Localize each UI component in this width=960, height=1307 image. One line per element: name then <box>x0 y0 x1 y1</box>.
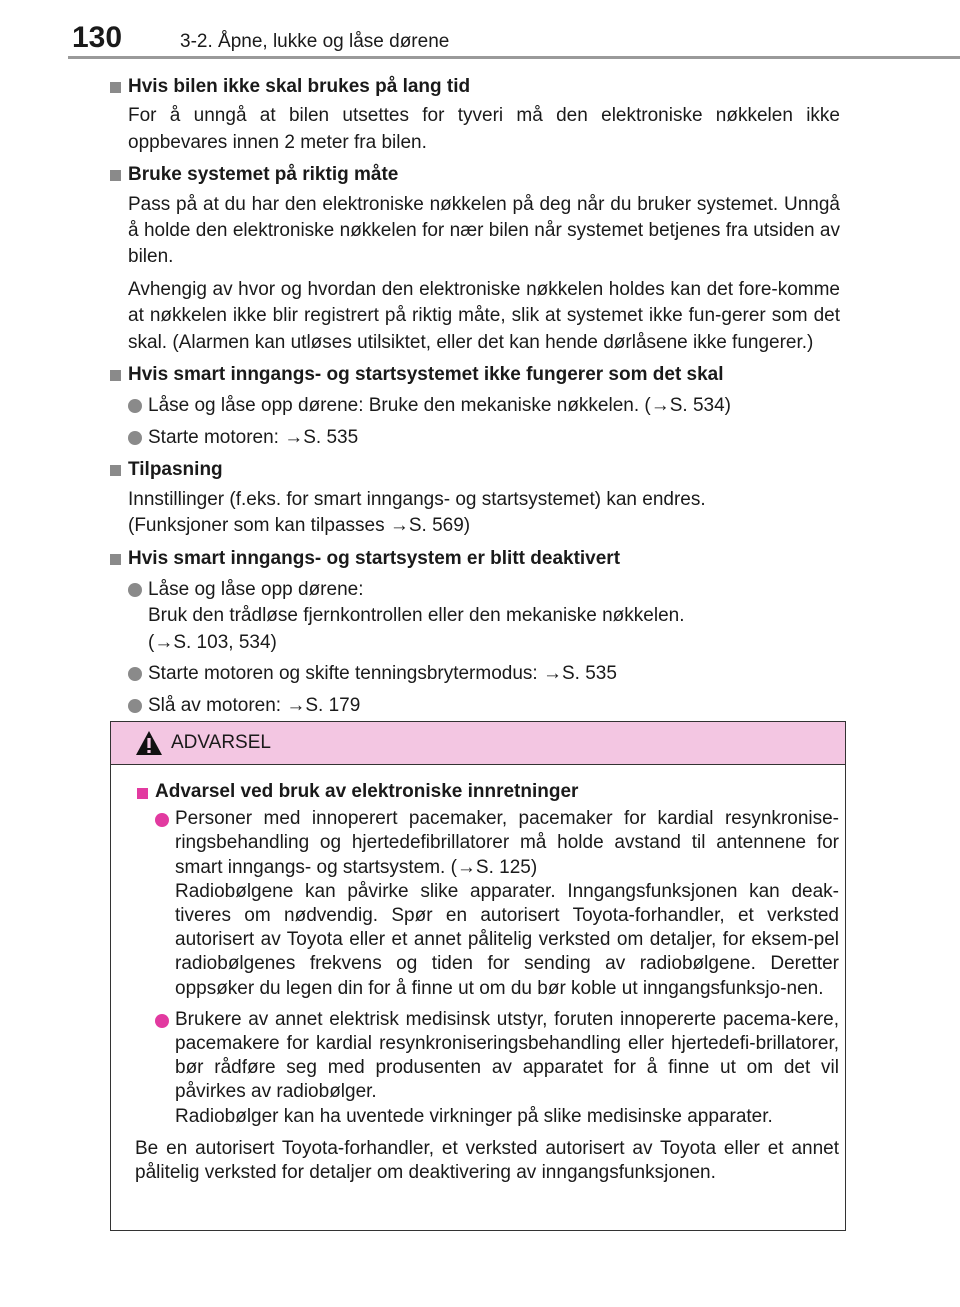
list-item <box>155 807 839 1001</box>
section-paragraph: For å unngå at bilen utsettes for tyveri må den elektroniske nøkkelen ikke oppbevares innen 2 meter fra bilen. <box>128 105 840 153</box>
square-bullet-icon <box>110 465 121 476</box>
section-paragraph: Avhengig av hvor og hvordan den elektroniske nøkkelen holdes kan det fore-komme at nøkkelen ikke blir registrert på riktig måte, slik at systemet ikke fun-gerer som det skal. (Alarmen kan utløses utilsiktet, eller det kan hende dørlåsene ikke fungerer.) <box>128 278 840 353</box>
section-line: Innstillinger (f.eks. for smart inngangs- og startsystemet) kan endres. <box>128 488 706 510</box>
warning-title: ADVARSEL <box>171 732 271 753</box>
square-bullet-icon <box>110 170 121 181</box>
list-item-text: Brukere av annet elektrisk medisinsk utstyr, foruten innopererte pacema-kere, pacemakere for kardial resynkroniseringsbehandling eller hjertedefi-brillatorer, bør rådføre seg med produsenten av apparatet for å finne ut om det vil påvirkes av radiobølger. <box>175 1008 839 1103</box>
warning-heading: Advarsel ved bruk av elektroniske innretninger <box>155 781 579 802</box>
section-line: (Funksjoner som kan tilpasses →S. 569) <box>128 515 471 537</box>
square-bullet-icon <box>110 82 121 93</box>
list-item <box>128 693 840 719</box>
round-bullet-icon <box>128 699 142 713</box>
section-system-malfunction <box>108 362 840 451</box>
list-item <box>155 1008 839 1129</box>
round-bullet-icon <box>128 583 142 597</box>
chapter-title: 3-2. Åpne, lukke og låse dørene <box>180 31 450 52</box>
main-content <box>108 74 840 719</box>
section-correct-use <box>108 162 840 356</box>
square-bullet-icon <box>110 370 121 381</box>
round-bullet-icon <box>155 1014 169 1028</box>
section-heading: Hvis smart inngangs- og startsystemet ikke fungerer som det skal <box>128 364 724 386</box>
round-bullet-icon <box>128 667 142 681</box>
round-bullet-icon <box>155 813 169 827</box>
page-header <box>0 0 960 60</box>
header-rule <box>68 56 960 59</box>
warning-section <box>135 780 839 1129</box>
list-item-extra: Radiobølgene kan påvirke slike apparater. Inngangsfunksjonen kan deak-tiveres om nødvendig. Spør en autorisert Toyota-forhandler, et verksted autorisert av Toyota eller et annet pålitelig verksted om detaljer, for eksem-pel radiobølgenes frekvens og tiden for sending av radiobølgene. Deretter oppsøker du legen din for å finne ut om du bør koble ut inngangsfunksjo-nen. <box>175 880 839 999</box>
section-heading: Hvis smart inngangs- og startsystem er blitt deaktivert <box>128 547 621 569</box>
section-heading: Hvis bilen ikke skal brukes på lang tid <box>128 76 471 97</box>
list-item-text: Låse og låse opp dørene: <box>148 578 364 600</box>
list-item-text: Starte motoren og skifte tenningsbrytermodus: →S. 535 <box>148 663 617 685</box>
round-bullet-icon <box>128 431 142 445</box>
square-bullet-icon <box>110 554 121 565</box>
warning-triangle-icon <box>135 730 163 756</box>
list-item-text: Slå av motoren: →S. 179 <box>148 694 361 716</box>
list-item-line: (→S. 103, 534) <box>148 631 277 653</box>
section-customization <box>108 457 840 539</box>
square-bullet-icon <box>137 788 148 799</box>
warning-header <box>111 722 845 765</box>
list-item <box>128 425 840 451</box>
section-paragraph: Pass på at du har den elektroniske nøkkelen på deg når du bruker systemet. Unngå å holde den elektroniske nøkkelen for nær bilen når systemet betjenes fra utsiden av bilen. <box>128 193 840 268</box>
list-item-text: Låse og låse opp dørene: Bruke den mekaniske nøkkelen. (→S. 534) <box>148 395 731 417</box>
section-heading: Bruke systemet på riktig måte <box>128 164 399 186</box>
round-bullet-icon <box>128 399 142 413</box>
warning-box <box>110 721 846 1231</box>
list-item-text: Starte motoren: →S. 535 <box>148 426 359 448</box>
warning-body <box>135 780 839 1185</box>
list-item <box>128 577 840 656</box>
section-heading: Tilpasning <box>128 459 223 481</box>
list-item-text: Personer med innoperert pacemaker, pacemaker for kardial resynkronise-ringsbehandling og hjertedefibrillatorer må holde avstand til antennene for smart inngangs- og startsystem. (→S. 125) <box>175 808 839 878</box>
list-item-line: Bruk den trådløse fjernkontrollen eller den mekaniske nøkkelen. <box>148 605 685 627</box>
warning-closing: Be en autorisert Toyota-forhandler, et verksted autorisert av Toyota eller et annet pålitelig verksted for detaljer om deaktivering av inngangsfunksjonen. <box>135 1137 839 1184</box>
section-long-storage <box>108 74 840 156</box>
list-item <box>128 393 840 419</box>
page-number: 130 <box>72 21 123 54</box>
list-item <box>128 661 840 687</box>
list-item-extra: Radiobølger kan ha uventede virkninger på slike medisinske apparater. <box>175 1105 773 1127</box>
section-system-deactivated <box>108 546 840 719</box>
